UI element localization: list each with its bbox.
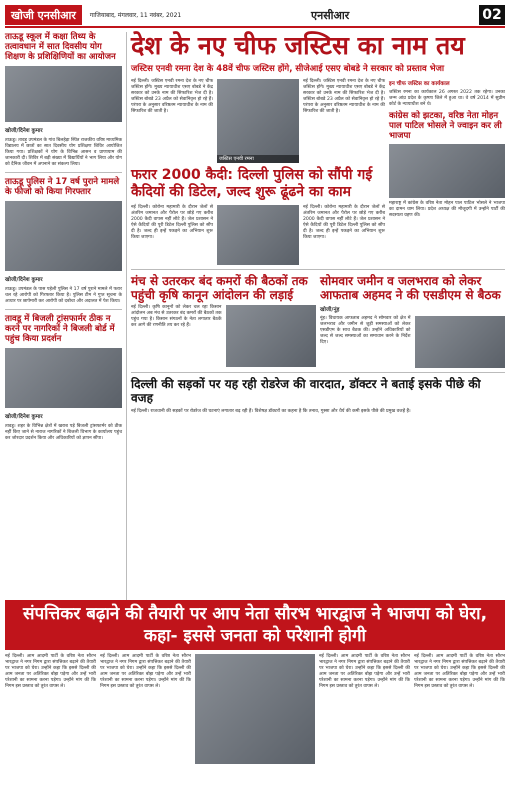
divider — [5, 172, 122, 173]
rail-story-headline: कांग्रेस को झटका, वरिष्ठ नेता मोहन पाल पाटिल भोसले ने ज्वाइन कर ली भाजपा — [389, 111, 502, 141]
lower-stories — [131, 274, 505, 368]
story-text: ताऊडू। तावड़ू उपमंडल के गांव बिलहेड़ा स्थित राजकीय वरिष्ठ माध्यमिक विद्यालय में छात्रों का सात दिवसीय योग प्रशिक्षण शिविर आयोजित किया गया। प्रशिक्षकों ने योग के विभिन्न आसन व प्राणायाम की जानकारी दी। शिविर में बड़ी संख्या में विद्यार्थियों ने भाग लिया और योग को दैनिक जीवन में अपनाने का संकल्प लिया। — [5, 138, 122, 167]
page-body — [5, 32, 505, 604]
divider — [131, 269, 505, 270]
page-number: 02 — [479, 5, 505, 25]
rail-text: महाराष्ट्र में कांग्रेस के वरिष्ठ नेता मोहन पाल पाटिल भोसले ने भाजपा का दामन थाम लिया। प्रदेश अध्यक्ष की मौजूदगी में उन्होंने पार्टी की सदस्यता ग्रहण की। — [389, 201, 505, 218]
banner-body — [5, 654, 505, 764]
story-text: नई दिल्ली। कोरोना महामारी के दौरान जेलों से अंतरिम जमानत और पैरोल पर छोड़े गए करीब 2000 कैदी वापस नहीं लौटे हैं। जेल प्रशासन ने ऐसे कैदियों की पूरी डिटेल दिल्ली पुलिस को सौंप दी है। जल्द ही इन्हें पकड़ने का अभियान शुरू किया जाएगा। — [303, 205, 385, 240]
left-column — [5, 32, 127, 604]
story-byline: खोजी/नूंह — [320, 307, 340, 313]
rail-photo — [389, 144, 505, 198]
brand-logo: खोजी एनसीआर — [5, 5, 82, 25]
story-text: नई दिल्ली। कोरोना महामारी के दौरान जेलों से अंतरिम जमानत और पैरोल पर छोड़े गए करीब 2000 कैदी वापस नहीं लौटे हैं। जेल प्रशासन ने ऐसे कैदियों की पूरी डिटेल दिल्ली पुलिस को सौंप दी है। जल्द ही इन्हें पकड़ने का अभियान शुरू किया जाएगा। — [131, 205, 213, 240]
story-photo — [5, 348, 122, 408]
lead-photo — [217, 79, 299, 163]
story-text: ताऊडू। उपमंडल के पास पहेली पुलिस ने 17 वर्ष पुराने मामले में फरार चल रहे आरोपी को गिरफ्तार किया है। पुलिस टीम ने गुप्त सूचना के आधार पर छापेमारी कर आरोपी को दबोचा और अदालत में पेश किया। — [5, 287, 122, 304]
story-headline: फरार 2000 कैदी: दिल्ली पुलिस को सौंपी गई कैदियों की डिटेल, जल्द शुरू ढूंढने का काम — [131, 167, 373, 200]
main-column — [131, 32, 505, 604]
lead-text: नई दिल्ली। जस्टिस एनवी रमना देश के नए चीफ जस्टिस होंगे। मुख्य न्यायाधीश एसए बोबडे ने केंद्र सरकार को उनके नाम की सिफारिश भेज दी है। जस्टिस बोबडे 23 अप्रैल को सेवानिवृत्त हो रहे हैं। परंपरा के अनुसार वरिष्ठतम न्यायाधीश के नाम की सिफारिश की जाती है। — [131, 79, 213, 114]
story-photo — [5, 66, 122, 122]
story-byline: खोजी/दिनेश कुमार — [5, 414, 43, 420]
banner-text: नई दिल्ली। आम आदमी पार्टी के वरिष्ठ नेता सौरभ भारद्वाज ने नगर निगम द्वारा संपत्तिकर बढ़ाने की तैयारी पर भाजपा को घेरा। उन्होंने कहा कि इससे दिल्ली की आम जनता पर अतिरिक्त बोझ पड़ेगा और उन्हें भारी परेशानी का सामना करना पड़ेगा। उन्होंने मांग की कि निगम इस प्रस्ताव को तुरंत वापस ले। — [100, 654, 191, 689]
banner-text: नई दिल्ली। आम आदमी पार्टी के वरिष्ठ नेता सौरभ भारद्वाज ने नगर निगम द्वारा संपत्तिकर बढ़ाने की तैयारी पर भाजपा को घेरा। उन्होंने कहा कि इससे दिल्ली की आम जनता पर अतिरिक्त बोझ पड़ेगा और उन्हें भारी परेशानी का सामना करना पड़ेगा। उन्होंने मांग की कि निगम इस प्रस्ताव को तुरंत वापस ले। — [5, 654, 96, 689]
story-photo — [5, 201, 122, 271]
story-headline: ताऊडू पुलिस ने 17 वर्ष पुराने मामले के फीजो को किया गिरफ्तार — [5, 177, 120, 197]
right-rail — [389, 79, 505, 265]
lead-subheadline: जस्टिस एनवी रमना देश के 48वें चीफ जस्टिस होंगे, सीजेआई एसए बोबडे ने सरकार को प्रस्ताव भेजा — [131, 64, 445, 74]
story-photo — [217, 205, 299, 265]
story-text: नूंह। विधायक आफताब अहमद ने सोमवार को क्षेत्र में जलभराव और जमीन से जुड़ी समस्याओं को लेकर एसडीएम के साथ बैठक की। उन्होंने अधिकारियों को जल्द से जल्द समस्याओं का समाधान करने के निर्देश दिए। — [320, 316, 411, 345]
rail-headline: इन चीफ जस्टिस का कार्यकाल — [389, 81, 450, 87]
lead-headline: देश के नए चीफ जस्टिस का नाम तय — [131, 31, 465, 60]
story-headline: ताऊडू स्कूल में कक्षा तिथ्य के तत्वावधान में सात दिवसीय योग शिक्षण के प्रशिक्षिणियों का आयोजन — [5, 32, 116, 62]
divider — [5, 309, 122, 310]
story-headline: तावडू में बिजली ट्रांसफार्मर ठीक न करने पर नागरिकों ने बिजली बोर्ड में पहुंच किया प्रदर्शन — [5, 314, 115, 344]
lead-text: नई दिल्ली। जस्टिस एनवी रमना देश के नए चीफ जस्टिस होंगे। मुख्य न्यायाधीश एसए बोबडे ने केंद्र सरकार को उनके नाम की सिफारिश भेज दी है। जस्टिस बोबडे 23 अप्रैल को सेवानिवृत्त हो रहे हैं। परंपरा के अनुसार वरिष्ठतम न्यायाधीश के नाम की सिफारिश की जाती है। — [303, 79, 385, 114]
story-photo — [415, 316, 506, 368]
story-text: नई दिल्ली। राजधानी की सड़कों पर रोडरेज की घटनाएं लगातार बढ़ रही हैं। विशेषज्ञ डॉक्टरों का कहना है कि तनाव, गुस्सा और धैर्य की कमी इसके पीछे की प्रमुख वजहें हैं। — [131, 409, 411, 414]
issue-date: गाजियाबाद, मंगलवार, 11 नवंबर, 2021 — [89, 12, 182, 19]
story-headline: दिल्ली की सड़कों पर यह रही रोडरेज की वारदात, डॉक्टर ने बताई इसके पीछे की वजह — [131, 377, 481, 405]
section-title: एनसीआर — [311, 8, 350, 22]
lead-text-cols — [131, 79, 385, 163]
banner-photo — [195, 654, 315, 764]
divider — [131, 372, 505, 373]
rail-text: जस्टिस रमना का कार्यकाल 26 अगस्त 2022 तक रहेगा। उनका जन्म आंध्र प्रदेश के कृष्णा जिले में हुआ था। वे वर्ष 2014 में सुप्रीम कोर्ट के न्यायाधीश बने थे। — [389, 90, 505, 107]
story-text: तावडू। शहर के विभिन्न क्षेत्रों में खराब पड़े बिजली ट्रांसफार्मर को ठीक नहीं किए जाने से नाराज नागरिकों ने बिजली विभाग के कार्यालय पहुंच कर जोरदार प्रदर्शन किया और अधिकारियों को ज्ञापन सौंपा। — [5, 424, 122, 441]
banner-headline: संपत्तिकर बढ़ाने की तैयारी पर आप नेता सौरभ भारद्वाज ने भाजपा को घेरा, कहा- इससे जनता को परेशानी होगी — [5, 600, 505, 650]
banner-text: नई दिल्ली। आम आदमी पार्टी के वरिष्ठ नेता सौरभ भारद्वाज ने नगर निगम द्वारा संपत्तिकर बढ़ाने की तैयारी पर भाजपा को घेरा। उन्होंने कहा कि इससे दिल्ली की आम जनता पर अतिरिक्त बोझ पड़ेगा और उन्हें भारी परेशानी का सामना करना पड़ेगा। उन्होंने मांग की कि निगम इस प्रस्ताव को तुरंत वापस ले। — [319, 654, 410, 689]
story-headline: सोमवार जमीन व जलभराव को लेकर आफताब अहमद ने की एसडीएम से बैठक — [320, 274, 501, 302]
story-byline: खोजी/दिनेश कुमार — [5, 277, 43, 283]
story-photo — [226, 305, 317, 367]
banner-text: नई दिल्ली। आम आदमी पार्टी के वरिष्ठ नेता सौरभ भारद्वाज ने नगर निगम द्वारा संपत्तिकर बढ़ाने की तैयारी पर भाजपा को घेरा। उन्होंने कहा कि इससे दिल्ली की आम जनता पर अतिरिक्त बोझ पड़ेगा और उन्हें भारी परेशानी का सामना करना पड़ेगा। उन्होंने मांग की कि निगम इस प्रस्ताव को तुरंत वापस ले। — [414, 654, 505, 689]
lead-body — [131, 79, 505, 265]
story-text: नई दिल्ली। कृषि कानूनों को लेकर चल रहा किसान आंदोलन अब मंच से उतरकर बंद कमरों की बैठकों तक पहुंच गया है। किसान संगठनों के नेता लगातार बैठकें कर आगे की रणनीति तय कर रहे हैं। — [131, 305, 222, 328]
story-byline: खोजी/दिनेश कुमार — [5, 128, 43, 134]
story-headline: मंच से उतरकर बंद कमरों की बैठकों तक पहुंची कृषि कानून आंदोलन की लड़ाई — [131, 274, 308, 302]
bottom-banner-story — [5, 600, 505, 796]
photo-caption: जस्टिस एनवी रमना — [217, 155, 299, 163]
page-header — [5, 4, 505, 28]
